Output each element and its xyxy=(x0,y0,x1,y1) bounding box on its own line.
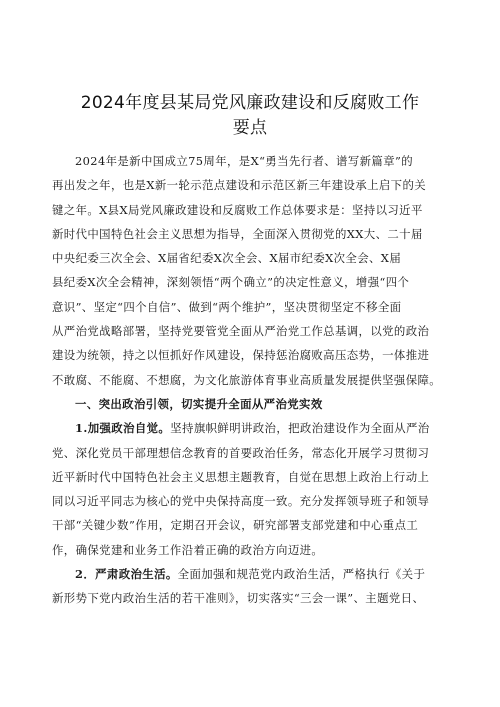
text-line: 键之年。X县X局党风廉政建设和反腐败工作总体要求是：坚持以习近平 xyxy=(52,202,423,217)
text-line: 建设为统领，持之以恒抓好作风建设，保持惩治腐败高压态势，一体推进 xyxy=(52,348,430,363)
text-line: 新时代中国特色社会主义思想为指导，全面深入贯彻党的XX大、二十届 xyxy=(52,226,423,241)
text-line: 从严治党战略部署，坚持党要管党全面从严治党工作总基调，以党的政治 xyxy=(52,324,430,339)
text-line: 县纪委X次全会精神，深刻领悟“两个确立”的决定性意义，增强“四个 xyxy=(52,275,410,290)
text-line: 干部“关键少数”作用，定期召开会议，研究部署支部党建和中心重点工 xyxy=(52,518,419,533)
document-title-line-2: 要点 xyxy=(232,118,268,138)
paragraph-item-2 xyxy=(52,562,452,611)
text-line: 党、深化党员干部理想信念教育的首要政治任务，常态化开展学习贯彻习 xyxy=(52,445,430,460)
text-line: 意识”、坚定“四个自信”、做到“两个维护”，坚决贯彻坚定不移全面 xyxy=(52,299,402,314)
text-line: 再出发之年，也是X新一轮示范点建设和示范区新三年建设承上启下的关 xyxy=(52,178,427,193)
text-line: 同以习近平同志为核心的党中央保持高度一致。充分发挥领导班子和领导 xyxy=(52,494,430,509)
section-heading: 一、突出政治引领，切实提升全面从严治党实效 xyxy=(75,396,323,411)
text-line: 不敢腐、不能腐、不想腐，为文化旅游体育事业高质量发展提供坚强保障。 xyxy=(52,372,442,387)
text-line: 新形势下党内政治生活的若干准则》，切实落实“三会一课”、主题党日、 xyxy=(52,591,425,606)
text-line: 作，确保党建和业务工作沿着正确的政治方向迈进。 xyxy=(52,542,324,557)
item-text: 全面加强和规范党内政治生活，严格执行《关于 xyxy=(177,567,426,582)
document-title-line-1: 2024年度县某局党风廉政建设和反腐败工作 xyxy=(80,93,420,113)
text-line xyxy=(52,562,452,586)
text-line: 中央纪委三次全会、X届省纪委X次全会、X届市纪委X次全会、X届 xyxy=(52,251,402,266)
document-body xyxy=(52,149,452,611)
text-line: 近平新时代中国特色社会主义思想主题教育，自觉在思想上政治上行动上 xyxy=(52,469,430,484)
item-lead: 2．严肃政治生活。 xyxy=(75,567,178,582)
item-lead: 1.加强政治自觉。 xyxy=(75,421,171,436)
text-line xyxy=(52,416,452,440)
item-text: 坚持旗帜鲜明讲政治，把政治建设作为全面从严治 xyxy=(170,421,430,436)
paragraph-intro xyxy=(52,149,452,392)
text-line: 2024年是新中国成立75周年，是X“勇当先行者、谱写新篇章”的 xyxy=(75,154,414,168)
paragraph-item-1 xyxy=(52,416,452,562)
